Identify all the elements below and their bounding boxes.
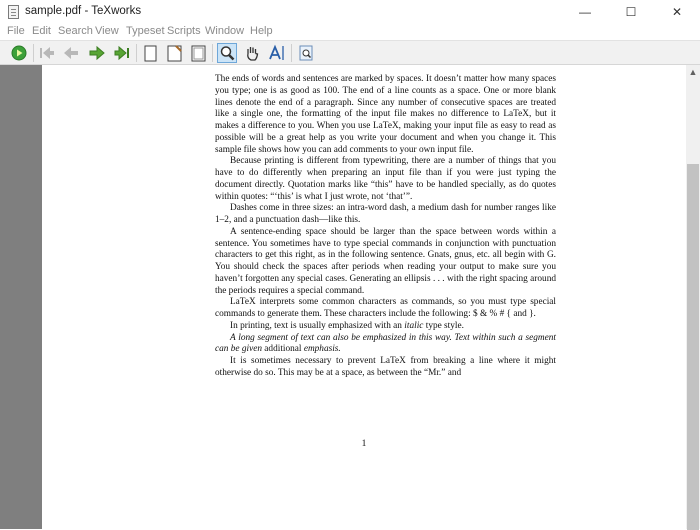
arrow-right-icon [87, 43, 107, 63]
previous-page-button[interactable] [61, 43, 81, 63]
paragraph: Dashes come in three sizes: an intra-word dash, a medium dash for number ranges like 1–2, and a punctuation dash—like this. [215, 203, 556, 225]
hand-icon [242, 43, 262, 63]
vertical-scrollbar[interactable] [686, 65, 700, 529]
first-page-button[interactable] [37, 43, 57, 63]
menu-search[interactable]: Search [58, 25, 93, 37]
play-icon [9, 43, 29, 63]
italic-text: A long segment of text can also be emphasized in this way. Text within such a segment can be given [215, 332, 556, 355]
next-page-button[interactable] [87, 43, 107, 63]
paragraph-italic [215, 333, 556, 357]
page-fit-icon [188, 43, 208, 63]
menu-bar [0, 24, 700, 40]
italic-text: emphasis. [303, 344, 341, 355]
typeset-button[interactable] [9, 43, 29, 63]
toolbar [0, 40, 700, 65]
menu-file[interactable]: File [7, 25, 25, 37]
toolbar-separator [212, 44, 213, 62]
magnifier-icon [218, 44, 236, 62]
scroll-thumb[interactable] [687, 164, 699, 530]
find-icon [296, 43, 316, 63]
toolbar-separator [136, 44, 137, 62]
paragraph: It is sometimes necessary to prevent LaTeX from breaking a line where it might otherwise do so. This may be at a space, as between the “Mr.” and [215, 356, 556, 378]
menu-scripts[interactable]: Scripts [167, 25, 201, 37]
paragraph-emphasis [215, 321, 556, 333]
fit-width-button[interactable] [164, 43, 184, 63]
pdf-viewer[interactable] [0, 65, 686, 529]
menu-typeset[interactable]: Typeset [126, 25, 165, 37]
paragraph: LaTeX interprets some common characters as commands, so you must type special commands to generate them. These characters include the following: $ & % # { and }. [215, 297, 556, 319]
text-run: In printing, text is usually emphasized with an [230, 320, 405, 331]
text-run: type style. [423, 320, 464, 331]
page-number: 1 [361, 439, 367, 449]
title-bar [0, 0, 700, 24]
minimize-button[interactable]: — [579, 5, 591, 19]
fit-window-button[interactable] [188, 43, 208, 63]
find-button[interactable] [296, 43, 316, 63]
maximize-button[interactable]: ☐ [625, 5, 637, 19]
first-page-icon [37, 43, 57, 63]
document-icon [8, 5, 19, 19]
text-run: additional [261, 344, 304, 355]
paragraph: Because printing is different from typewriting, there are a number of things that you have to do differently when preparing an input file than if you were just typing the document directly. Quotation marks like “this” have to be handled specially, as do quotes within quotes: “‘this’ is what I just wrote, not ‘that’”. [215, 156, 556, 202]
menu-edit[interactable]: Edit [32, 25, 51, 37]
last-page-icon [112, 43, 132, 63]
menu-help[interactable]: Help [250, 25, 273, 37]
close-button[interactable]: ✕ [671, 5, 683, 19]
text-select-icon [267, 43, 287, 63]
magnify-tool-button[interactable] [217, 43, 237, 63]
paragraph: The ends of words and sentences are marked by spaces. It doesn’t matter how many spaces you type; one is as good as 100. The end of a line counts as a space. One or more blank lines denote the end of a paragraph. Since any number of consecutive spaces are treated like a single one, the formatting of the input file makes no difference to LaTeX, but it makes a difference to you. When you use LaTeX, making your input file as easy to read as possible will be a great help as you write your document and when you change it. This sample file shows how you can add comments to your own input file. [215, 74, 556, 155]
page-icon [140, 43, 160, 63]
scroll-up-icon[interactable]: ▲ [688, 67, 698, 77]
last-page-button[interactable] [112, 43, 132, 63]
page-text [215, 74, 556, 380]
italic-word: italic [404, 320, 424, 331]
pdf-page [42, 65, 686, 529]
scroll-tool-button[interactable] [242, 43, 262, 63]
select-text-tool-button[interactable] [267, 43, 287, 63]
menu-view[interactable]: View [95, 25, 119, 37]
toolbar-separator [291, 44, 292, 62]
paragraph: A sentence-ending space should be larger than the space between words within a sentence. You sometimes have to type special commands in conjunction with punctuation characters to get this right, as in the following sentence. Gnats, gnus, etc. all begin with G. You should check the spaces after periods when reading your output to make sure you haven’t forgotten any special cases. Generating an ellipsis . . . with the right spacing around the periods requires a special command. [215, 226, 556, 296]
menu-window[interactable]: Window [205, 25, 245, 37]
actual-size-button[interactable] [140, 43, 160, 63]
page-fit-width-icon [164, 43, 184, 63]
arrow-left-icon [61, 43, 81, 63]
toolbar-separator [33, 44, 34, 62]
window-title: sample.pdf - TeXworks [25, 5, 142, 17]
